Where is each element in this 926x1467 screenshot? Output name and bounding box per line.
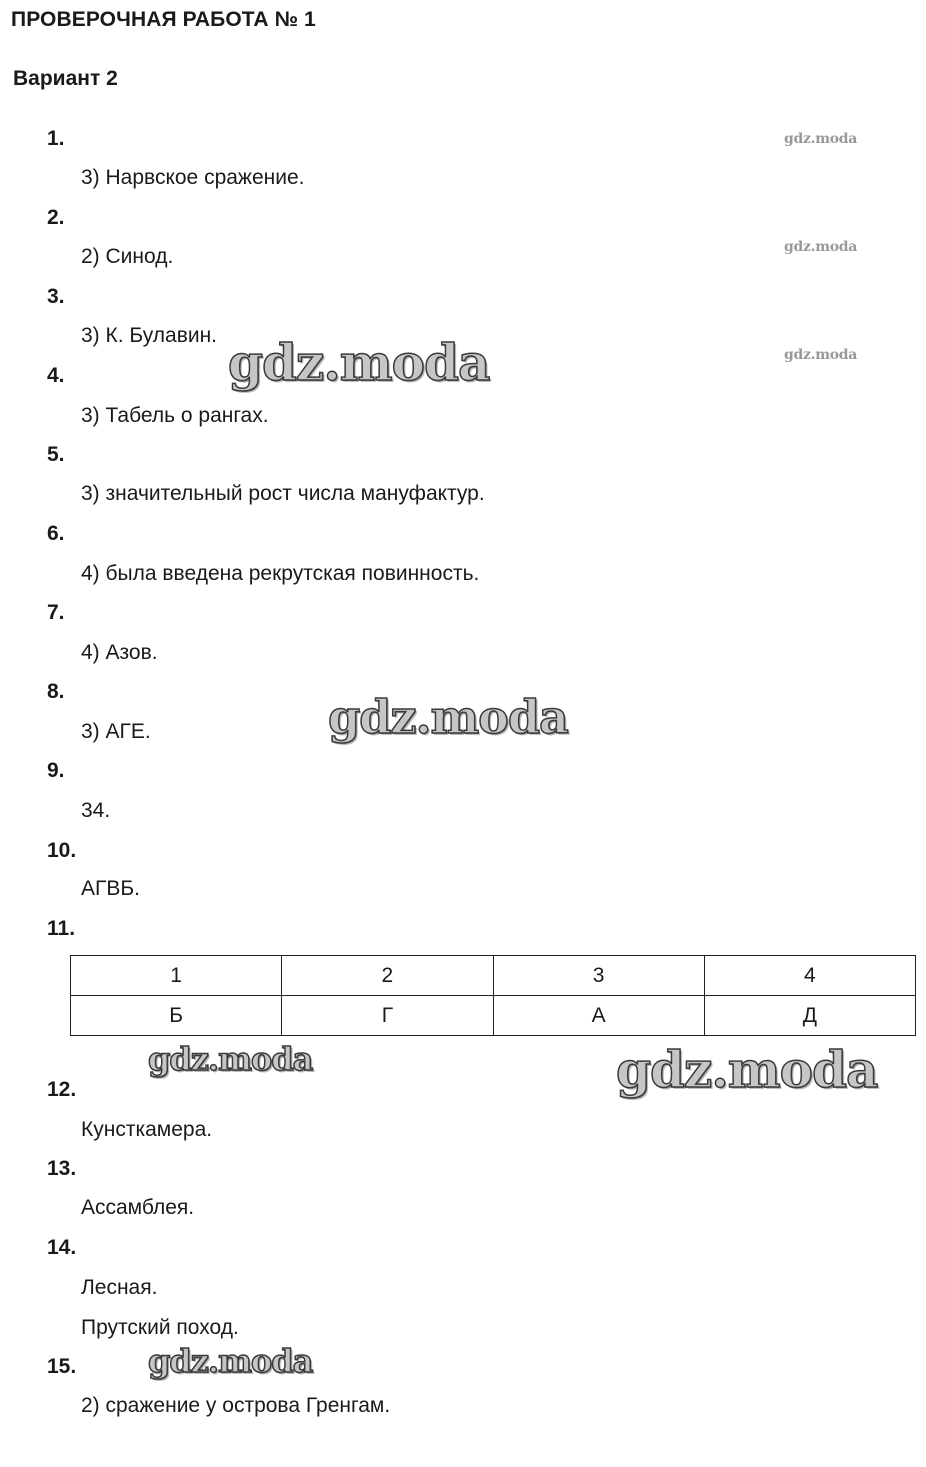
question-number-12: 12. xyxy=(47,1078,77,1101)
page-title: ПРОВЕРОЧНАЯ РАБОТА № 1 xyxy=(11,8,316,31)
matching-table xyxy=(70,955,916,1036)
table-cell: 4 xyxy=(704,956,915,996)
table-cell: 1 xyxy=(71,956,282,996)
question-number-6: 6. xyxy=(47,522,65,545)
question-number-2: 2. xyxy=(47,206,65,229)
variant-heading: Вариант 2 xyxy=(13,67,118,90)
answer-1: 3) Нарвское сражение. xyxy=(81,166,305,189)
answer-4: 3) Табель о рангах. xyxy=(81,404,269,427)
question-number-11: 11. xyxy=(47,917,76,940)
question-number-15: 15. xyxy=(47,1355,77,1378)
table-cell: Г xyxy=(282,996,493,1036)
question-number-3: 3. xyxy=(47,285,65,308)
answer-5: 3) значительный рост числа мануфактур. xyxy=(81,482,485,505)
answer-14a: Лесная. xyxy=(81,1276,158,1299)
table-cell: 3 xyxy=(493,956,704,996)
watermark-logo: gdz.moda xyxy=(148,1040,313,1078)
answer-6: 4) была введена рекрутская повинность. xyxy=(81,562,480,585)
answer-9: 34. xyxy=(81,799,111,822)
answer-3: 3) К. Булавин. xyxy=(81,324,218,347)
answer-7: 4) Азов. xyxy=(81,641,158,664)
table-cell: Д xyxy=(704,996,915,1036)
question-number-9: 9. xyxy=(47,759,65,782)
question-number-5: 5. xyxy=(47,443,65,466)
answer-13: Ассамблея. xyxy=(81,1196,195,1219)
question-number-13: 13. xyxy=(47,1157,77,1180)
answer-2: 2) Синод. xyxy=(81,245,174,268)
table-cell: А xyxy=(493,996,704,1036)
question-number-14: 14. xyxy=(47,1236,77,1259)
answer-14b: Прутский поход. xyxy=(81,1316,239,1339)
watermark-logo: gdz.moda xyxy=(784,347,858,363)
question-number-8: 8. xyxy=(47,680,65,703)
answer-12: Кунсткамера. xyxy=(81,1118,213,1141)
watermark-logo: gdz.moda xyxy=(228,333,490,392)
question-number-10: 10. xyxy=(47,839,77,862)
watermark-logo: gdz.moda xyxy=(784,239,858,255)
watermark-logo: gdz.moda xyxy=(148,1342,313,1380)
watermark-logo: gdz.moda xyxy=(784,131,858,147)
question-number-4: 4. xyxy=(47,364,65,387)
watermark-logo: gdz.moda xyxy=(328,690,568,744)
question-number-7: 7. xyxy=(47,601,65,624)
question-number-1: 1. xyxy=(47,127,65,150)
answer-15: 2) сражение у острова Гренгам. xyxy=(81,1394,391,1417)
table-row xyxy=(71,996,916,1036)
answer-8: 3) АГЕ. xyxy=(81,720,151,743)
table-cell: 2 xyxy=(282,956,493,996)
answer-10: АГВБ. xyxy=(81,877,141,900)
watermark-logo: gdz.moda xyxy=(616,1040,878,1099)
table-header-row xyxy=(71,956,916,996)
table-cell: Б xyxy=(71,996,282,1036)
